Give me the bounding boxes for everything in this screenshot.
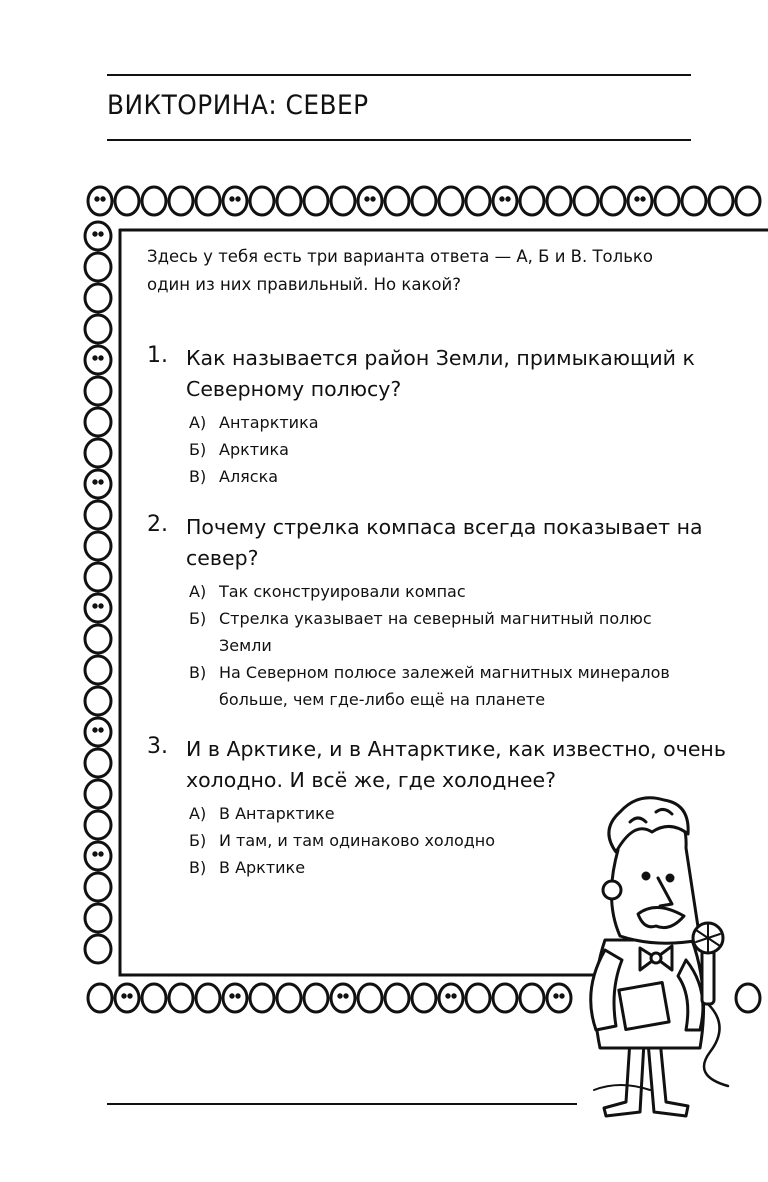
option-letter: Б) xyxy=(189,440,207,459)
question-number: 2. xyxy=(147,512,168,537)
question-number: 3. xyxy=(147,734,168,759)
option-text: Антарктика xyxy=(219,413,319,432)
option-letter: В) xyxy=(189,858,207,877)
option-letter: В) xyxy=(189,467,207,486)
option-b xyxy=(189,605,659,659)
option-text: Так сконструировали компас xyxy=(219,582,466,601)
option-text: Стрелка указывает на северный магнитный полюс Земли xyxy=(219,609,652,655)
intro-text: Здесь у тебя есть три варианта ответа — А, Б и В. Только один из них правильный. Но какой? xyxy=(147,247,653,294)
option-text: Аляска xyxy=(219,467,279,486)
option-b xyxy=(189,436,747,463)
answer-options xyxy=(189,578,747,713)
option-letter: Б) xyxy=(189,831,207,850)
option-letter: Б) xyxy=(189,609,207,628)
question-2 xyxy=(147,512,747,713)
option-a xyxy=(189,578,747,605)
option-letter: А) xyxy=(189,582,207,601)
option-letter: В) xyxy=(189,663,207,682)
option-letter: А) xyxy=(189,413,207,432)
question-number: 1. xyxy=(147,343,168,368)
option-text: В Антарктике xyxy=(219,804,335,823)
option-text: Арктика xyxy=(219,440,289,459)
option-a xyxy=(189,409,747,436)
option-text: На Северном полюсе залежей магнитных минералов больше, чем где-либо ещё на планете xyxy=(219,663,670,709)
question-text: Почему стрелка компаса всегда показывает на север? xyxy=(186,515,703,570)
option-letter: А) xyxy=(189,804,207,823)
quiz-host-with-microphone-icon xyxy=(560,790,760,1120)
option-text: И там, и там одинаково холодно xyxy=(219,831,496,850)
question-text: И в Арктике, и в Антарктике, как известно, очень холодно. И всё же, где холоднее? xyxy=(186,737,726,792)
option-text: В Арктике xyxy=(219,858,306,877)
question-1 xyxy=(147,343,747,490)
option-c xyxy=(189,659,739,713)
option-c xyxy=(189,463,747,490)
answer-options xyxy=(189,409,747,490)
bottom-rule xyxy=(107,1103,577,1105)
question-text: Как называется район Земли, примыкающий к Северному полюсу? xyxy=(186,346,695,401)
page-title: ВИКТОРИНА: СЕВЕР xyxy=(107,90,369,121)
